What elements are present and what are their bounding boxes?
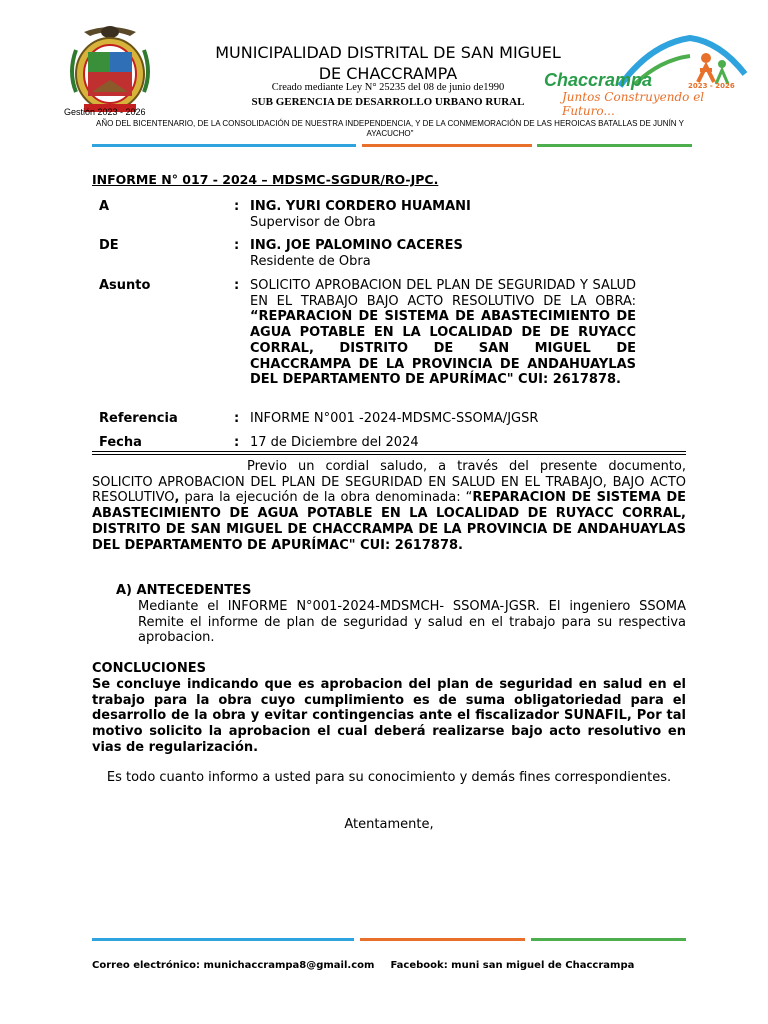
intro-part-3: para la ejecución de la obra denominada: “ (179, 490, 473, 506)
footer-email: Correo electrónico: munichaccrampa8@gmail.com (92, 960, 375, 971)
antecedentes-text: Mediante el INFORME N°001-2024-MDSMCH- SSOMA-JGSR. El ingeniero SSOMA Remite el informe de plan de seguridad y salud en el trabajo para su respectiva aprobacion. (138, 599, 686, 646)
subject-bold: “REPARACION DE SISTEMA DE ABASTECIMIENTO DE AGUA POTABLE EN LA LOCALIDAD DE DE RUYACC CORRAL, DISTRITO DE SAN MIGUEL DE CHACCRAMPA DE LA PROVINCIA DE ANDAHUAYLAS DEL DEPARTAMENTO DE APURÍMAC" CUI: 2617878. (250, 309, 636, 388)
sender-name: ING. JOE PALOMINO CACERES (250, 238, 463, 253)
footer-contact (92, 960, 650, 971)
footer-rule-blue (92, 938, 354, 941)
year-banner: AÑO DEL BICENTENARIO, DE LA CONSOLIDACIÓN DE NUESTRA INDEPENDENCIA, Y DE LA CONMEMORACIÓN DE LAS HEROICAS BATALLAS DE JUNÍN Y AYACUCHO" (96, 119, 684, 138)
brand-name: Chaccrampa (544, 70, 653, 90)
date-value: 17 de Diciembre del 2024 (250, 435, 419, 450)
antecedentes-heading: A) ANTECEDENTES (116, 583, 252, 598)
header-rule-blue (92, 144, 356, 147)
recipient-name: ING. YURI CORDERO HUAMANI (250, 199, 471, 214)
subject-text (250, 278, 636, 388)
colon: : (234, 238, 240, 253)
field-label-a: A (99, 199, 110, 214)
conclusiones-heading: CONCLUCIONES (92, 661, 206, 676)
sender-role: Residente de Obra (250, 253, 371, 269)
intro-part-2: , (174, 490, 180, 506)
sign-off: Atentamente, (344, 817, 434, 832)
double-rule-bottom (92, 454, 686, 455)
field-value-a (250, 199, 471, 230)
intro-paragraph (92, 459, 686, 553)
colon: : (234, 411, 240, 426)
chaccrampa-brand-logo (540, 34, 750, 118)
colon: : (234, 199, 240, 214)
title-line-1: MUNICIPALIDAD DISTRITAL DE SAN MIGUEL (215, 43, 561, 62)
field-label-fecha: Fecha (99, 435, 142, 450)
municipal-coat-of-arms-logo (62, 22, 158, 116)
colon: : (234, 435, 240, 450)
intro-part-4: REPARACION DE SISTEMA DE ABASTECIMIENTO DE AGUA POTABLE EN LA LOCALIDAD DE RUYACC CORRAL, DISTRITO DE SAN MIGUEL DE CHACCRAMPA DE LA PROVINCIA DE ANDAHUAYLAS DEL DEPARTAMENTO DE APURÍMAC" CUI: 2617878. (92, 490, 686, 553)
title-line-2: DE CHACCRAMPA (318, 64, 458, 83)
gestion-period: Gestión 2023 - 2026 (64, 107, 146, 117)
footer-facebook: Facebook: muni san miguel de Chaccrampa (390, 960, 635, 971)
subgerencia-title: SUB GERENCIA DE DESARROLLO URBANO RURAL (251, 96, 525, 108)
double-rule-top (92, 451, 686, 452)
footer-rule-green (531, 938, 686, 941)
brand-slogan: Juntos Construyendo el Futuro... (562, 90, 705, 118)
subject-normal: SOLICITO APROBACION DEL PLAN DE SEGURIDAD Y SALUD EN EL TRABAJO BAJO ACTO RESOLUTIVO DE LA OBRA: (250, 278, 636, 309)
field-label-de: DE (99, 238, 119, 253)
conclusiones-text: Se concluye indicando que es aprobacion del plan de seguridad en salud en el trabajo para la obra cuyo cumplimiento es de suma obligatoriedad para el desarrollo de la obra y evitar contingencias ante el fiscalizador SUNAFIL, Por tal motivo solicito la aprobacion el cual deberá realizarse bajo acto resolutivo en vias de regularización. (92, 677, 686, 755)
intro-part-1: Previo un cordial saludo, a través del presente documento, SOLICITO APROBACION DEL PLAN DE SEGURIDAD EN SALUD EN EL TRABAJO, BAJO ACTO RESOLUTIVO (92, 459, 686, 506)
header-rule-green (537, 144, 692, 147)
field-label-referencia: Referencia (99, 411, 178, 426)
closing-text: Es todo cuanto informo a usted para su conocimiento y demás fines correspondientes. (106, 770, 672, 785)
recipient-role: Supervisor de Obra (250, 214, 376, 230)
creation-law-text: Creado mediante Ley N° 25235 del 08 de junio de1990 (271, 82, 505, 93)
brand-years: 2023 - 2026 (688, 82, 735, 90)
header-rule-orange (362, 144, 532, 147)
reference-value: INFORME N°001 -2024-MDSMC-SSOMA/JGSR (250, 411, 539, 426)
colon: : (234, 278, 240, 293)
footer-rule-orange (360, 938, 525, 941)
field-label-asunto: Asunto (99, 278, 151, 293)
informe-number: INFORME N° 017 - 2024 – MDSMC-SGDUR/RO-JPC. (92, 172, 439, 187)
field-value-de (250, 238, 463, 269)
